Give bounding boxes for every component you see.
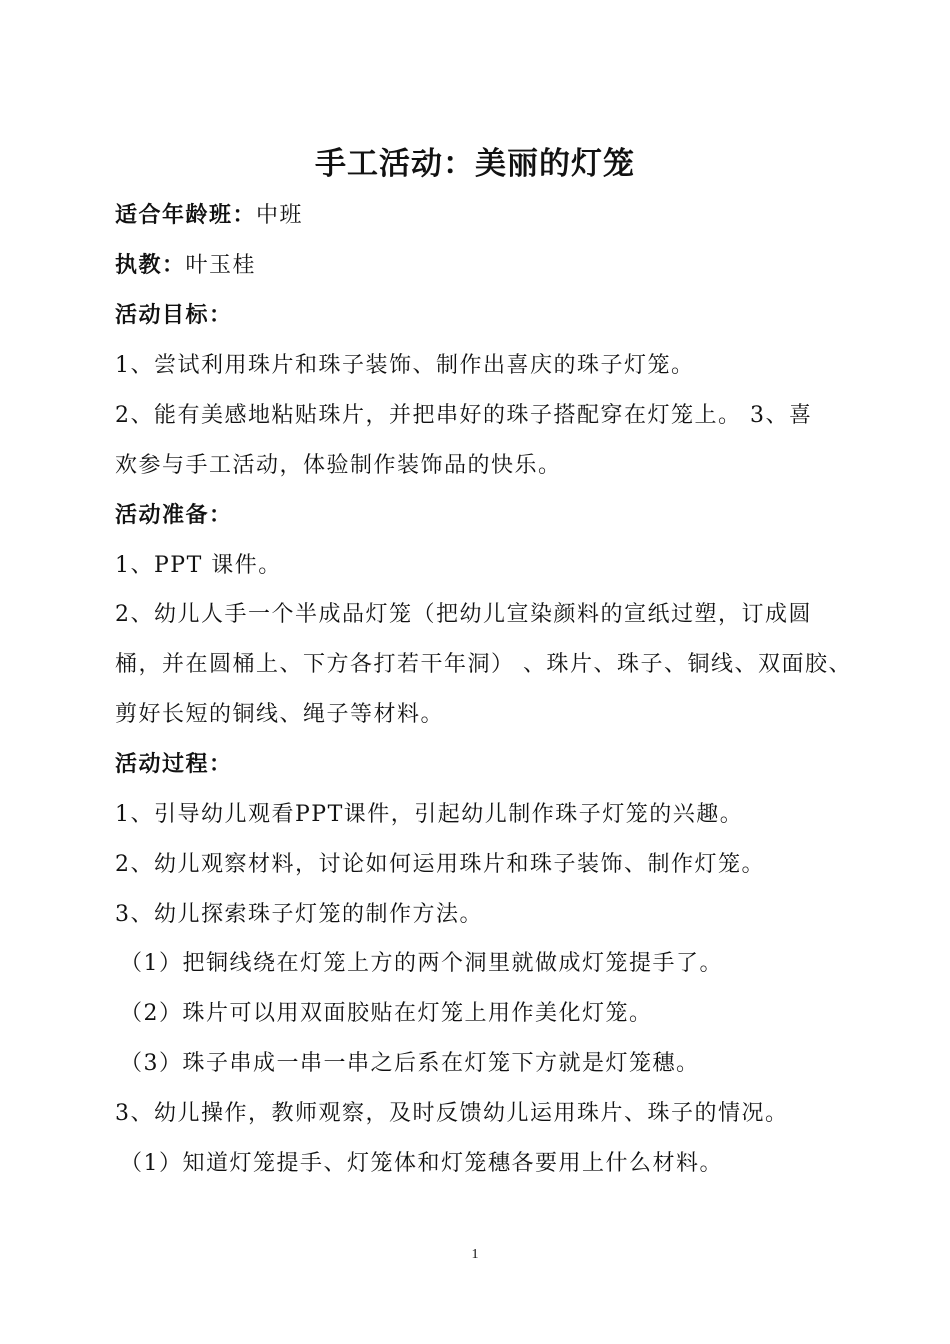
process-item: 3、幼儿操作，教师观察，及时反馈幼儿运用珠片、珠子的情况。 — [115, 1101, 789, 1126]
process-subitem: （1）知道灯笼提手、灯笼体和灯笼穗各要用上什么材料。 — [120, 1151, 723, 1176]
preparation-item: 剪好长短的铜线、绳子等材料。 — [115, 702, 445, 727]
preparation-item: 桶，并在圆桶上、下方各打若干年洞） 、珠片、珠子、铜线、双面胶、 — [115, 652, 852, 677]
age-group-value: 中班 — [256, 203, 304, 228]
process-subitem: （1）把铜线绕在灯笼上方的两个洞里就做成灯笼提手了。 — [120, 951, 723, 976]
age-group-line — [115, 198, 303, 229]
teacher-line — [115, 248, 256, 279]
process-item: 3、幼儿探索珠子灯笼的制作方法。 — [115, 902, 483, 927]
document-title: 手工活动：美丽的灯笼 — [315, 146, 635, 182]
process-subitem: （2）珠片可以用双面胶贴在灯笼上用作美化灯笼。 — [120, 1001, 653, 1026]
preparation-heading: 活动准备： — [115, 503, 233, 528]
page-number: 1 — [471, 1247, 479, 1262]
preparation-item: 2、幼儿人手一个半成品灯笼（把幼儿宣染颜料的宣纸过塑，订成圆 — [115, 602, 812, 627]
preparation-item: 1、PPT 课件。 — [115, 553, 282, 578]
goal-item: 1、尝试利用珠片和珠子装饰、制作出喜庆的珠子灯笼。 — [115, 353, 695, 378]
process-item: 2、幼儿观察材料，讨论如何运用珠片和珠子装饰、制作灯笼。 — [115, 852, 765, 877]
goals-heading: 活动目标： — [115, 303, 233, 328]
process-item: 1、引导幼儿观看PPT课件，引起幼儿制作珠子灯笼的兴趣。 — [115, 802, 744, 827]
teacher-label: 执教： — [115, 253, 186, 278]
teacher-value: 叶玉桂 — [185, 253, 257, 278]
age-group-label: 适合年龄班： — [115, 203, 257, 228]
process-subitem: （3）珠子串成一串一串之后系在灯笼下方就是灯笼穗。 — [120, 1051, 700, 1076]
goal-item: 欢参与手工活动，体验制作装饰品的快乐。 — [115, 453, 562, 478]
process-heading: 活动过程： — [115, 752, 233, 777]
goal-item: 2、能有美感地粘贴珠片，并把串好的珠子搭配穿在灯笼上。 3、喜 — [115, 403, 813, 428]
